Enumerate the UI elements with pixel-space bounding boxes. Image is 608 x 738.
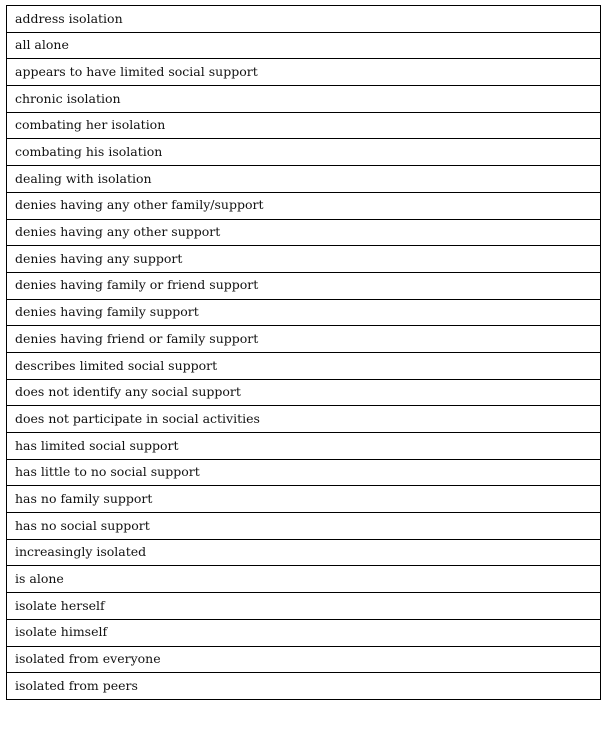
table-row bbox=[7, 513, 601, 540]
table-cell: has no family support bbox=[7, 486, 601, 513]
table-row bbox=[7, 6, 601, 33]
table-row bbox=[7, 352, 601, 379]
table-row bbox=[7, 459, 601, 486]
table-cell: isolate herself bbox=[7, 593, 601, 620]
table-cell: isolated from peers bbox=[7, 673, 601, 700]
table-cell: denies having family support bbox=[7, 299, 601, 326]
phrase-table bbox=[6, 5, 601, 700]
table-row bbox=[7, 32, 601, 59]
table-cell: address isolation bbox=[7, 6, 601, 33]
table-cell: increasingly isolated bbox=[7, 539, 601, 566]
table-cell: does not identify any social support bbox=[7, 379, 601, 406]
table-row bbox=[7, 299, 601, 326]
table-cell: has little to no social support bbox=[7, 459, 601, 486]
table-row bbox=[7, 646, 601, 673]
table-cell: combating her isolation bbox=[7, 112, 601, 139]
table-cell: describes limited social support bbox=[7, 352, 601, 379]
table-row bbox=[7, 406, 601, 433]
table-row bbox=[7, 326, 601, 353]
table-cell: does not participate in social activities bbox=[7, 406, 601, 433]
table-cell: isolated from everyone bbox=[7, 646, 601, 673]
table-row bbox=[7, 86, 601, 113]
phrase-table-body bbox=[7, 6, 601, 700]
table-row bbox=[7, 673, 601, 700]
table-row bbox=[7, 566, 601, 593]
table-cell: denies having any other support bbox=[7, 219, 601, 246]
table-row bbox=[7, 619, 601, 646]
table-cell: appears to have limited social support bbox=[7, 59, 601, 86]
table-row bbox=[7, 139, 601, 166]
table-cell: dealing with isolation bbox=[7, 166, 601, 193]
table-row bbox=[7, 192, 601, 219]
table-cell: chronic isolation bbox=[7, 86, 601, 113]
table-cell: is alone bbox=[7, 566, 601, 593]
table-row bbox=[7, 593, 601, 620]
table-cell: denies having family or friend support bbox=[7, 272, 601, 299]
table-row bbox=[7, 486, 601, 513]
table-row bbox=[7, 166, 601, 193]
table-row bbox=[7, 433, 601, 460]
table-row bbox=[7, 272, 601, 299]
table-cell: denies having friend or family support bbox=[7, 326, 601, 353]
table-cell: has no social support bbox=[7, 513, 601, 540]
table-cell: all alone bbox=[7, 32, 601, 59]
phrase-table-container bbox=[6, 5, 601, 700]
table-cell: isolate himself bbox=[7, 619, 601, 646]
table-row bbox=[7, 246, 601, 273]
table-cell: has limited social support bbox=[7, 433, 601, 460]
table-cell: denies having any other family/support bbox=[7, 192, 601, 219]
table-cell: combating his isolation bbox=[7, 139, 601, 166]
table-row bbox=[7, 539, 601, 566]
table-cell: denies having any support bbox=[7, 246, 601, 273]
table-row bbox=[7, 379, 601, 406]
table-row bbox=[7, 219, 601, 246]
table-row bbox=[7, 112, 601, 139]
table-row bbox=[7, 59, 601, 86]
